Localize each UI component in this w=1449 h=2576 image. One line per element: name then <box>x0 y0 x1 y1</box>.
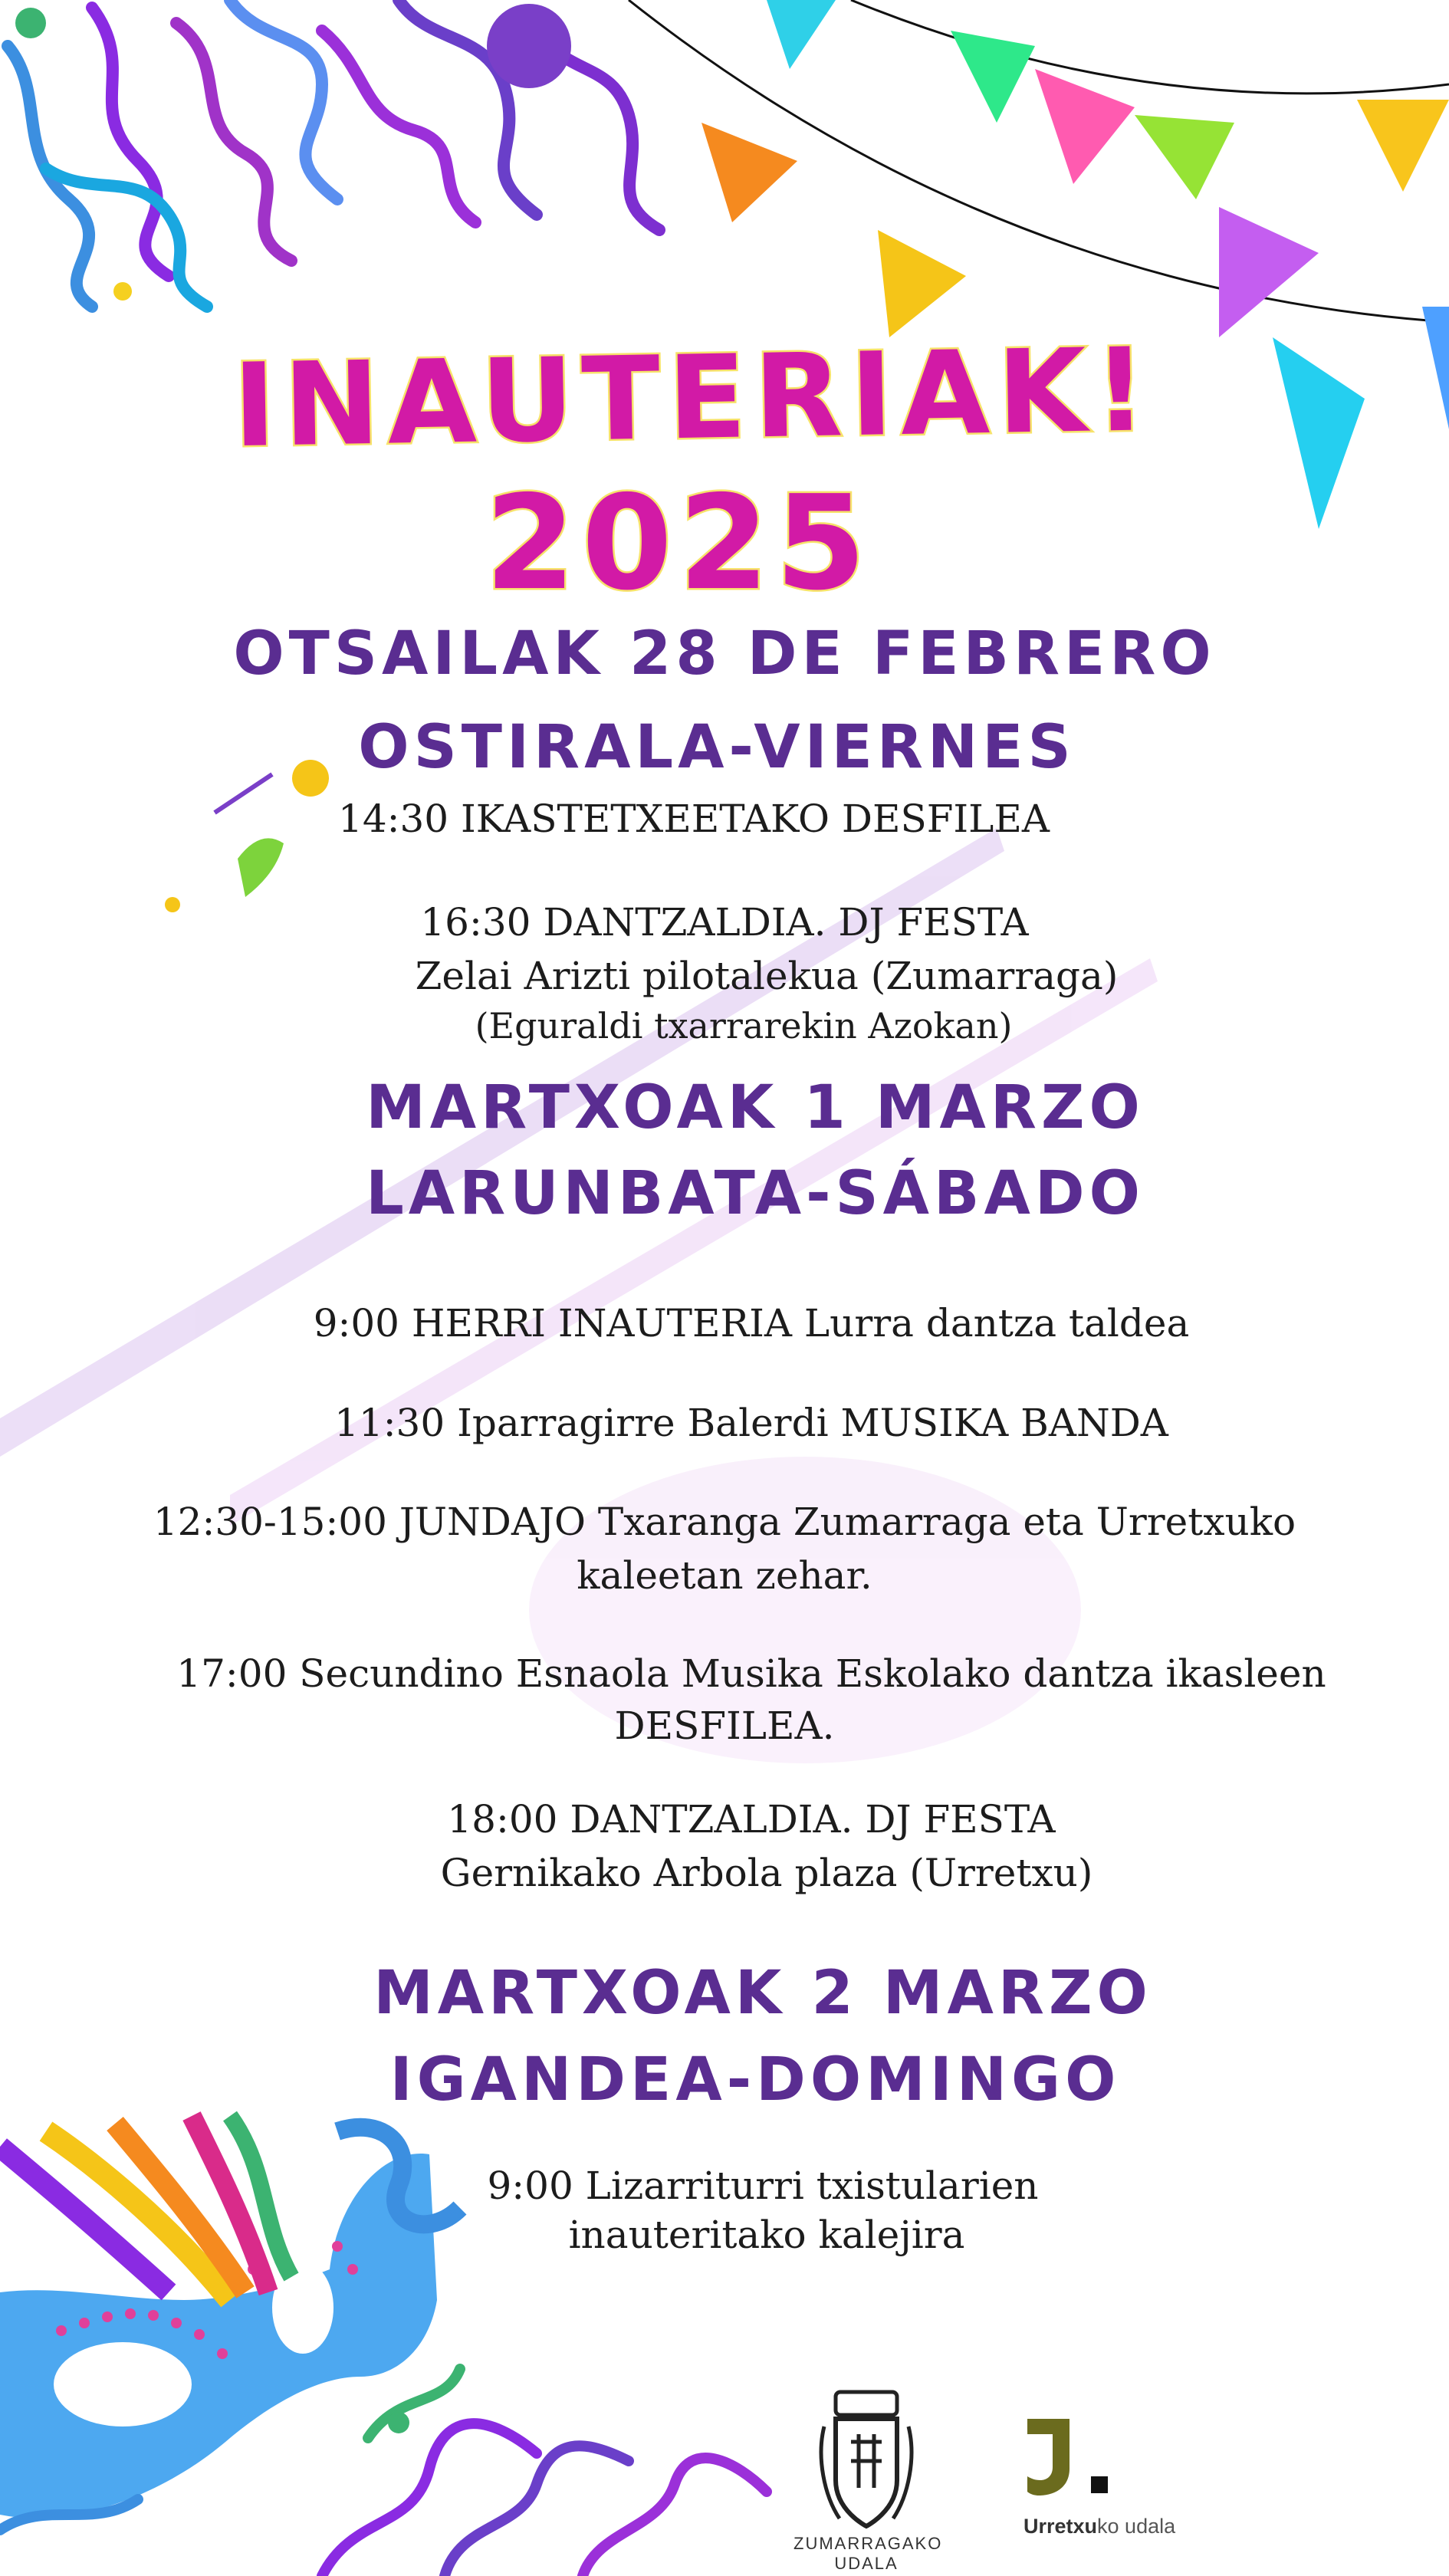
day1-event-2-location: Zelai Arizti pilotalekua (Zumarraga) <box>415 954 1119 998</box>
urretxu-logo-mark <box>1024 2415 1131 2499</box>
day2-event-4: 17:00 Secundino Esnaola Musika Eskolako dantza ikasleen <box>176 1651 1326 1696</box>
day2-event-2: 11:30 Iparragirre Balerdi MUSIKA BANDA <box>334 1401 1168 1445</box>
day3-event-1-cont: inauteritako kalejira <box>568 2213 965 2257</box>
urretxu-suffix: ko udala <box>1097 2515 1176 2538</box>
streamers-top <box>8 0 659 307</box>
day1-event-2: 16:30 DANTZALDIA. DJ FESTA <box>420 900 1029 945</box>
day2-event-1: 9:00 HERRI INAUTERIA Lurra dantza taldea <box>313 1301 1190 1346</box>
day1-event-1: 14:30 IKASTETXEETAKO DESFILEA <box>338 797 1050 841</box>
title-text: INAUTERIAK! <box>232 324 1156 474</box>
zumarraga-coat-of-arms <box>816 2388 916 2534</box>
day2-event-3-cont: kaleetan zehar. <box>577 1553 872 1598</box>
day2-event-5: 18:00 DANTZALDIA. DJ FESTA <box>447 1797 1056 1842</box>
urretxu-logo-icon <box>1024 2415 1131 2499</box>
day1-event-2-note: (Eguraldi txarrarekin Azokan) <box>475 1005 1013 1046</box>
urretxu-name: Urretxu <box>1024 2515 1098 2538</box>
title-line-2 <box>0 468 1449 619</box>
title-line-1 <box>0 324 1449 474</box>
day3-date: MARTXOAK 2 MARZO <box>373 1959 1152 2028</box>
urretxu-logo-text <box>1024 2515 1175 2538</box>
day1-date: OTSAILAK 28 DE FEBRERO <box>233 619 1216 688</box>
day2-weekday: LARUNBATA-SÁBADO <box>366 1159 1145 1228</box>
day1-weekday: OSTIRALA-VIERNES <box>358 713 1076 782</box>
title-year: 2025 <box>485 468 872 619</box>
day2-date: MARTXOAK 1 MARZO <box>366 1073 1145 1142</box>
zumarraga-logo-text <box>794 2534 943 2574</box>
zumarraga-line-2: UDALA <box>834 2554 899 2573</box>
day3-weekday: IGANDEA-DOMINGO <box>389 2045 1121 2114</box>
day2-event-5-location: Gernikako Arbola plaza (Urretxu) <box>440 1851 1093 1895</box>
day2-event-3: 12:30-15:00 JUNDAJO Txaranga Zumarraga eta Urretxuko <box>153 1500 1296 1544</box>
coat-of-arms-icon <box>816 2388 916 2534</box>
zumarraga-line-1: ZUMARRAGAKO <box>794 2534 943 2553</box>
day2-event-4-cont: DESFILEA. <box>614 1704 835 1748</box>
day3-event-1: 9:00 Lizarriturri txistularien <box>487 2164 1039 2208</box>
